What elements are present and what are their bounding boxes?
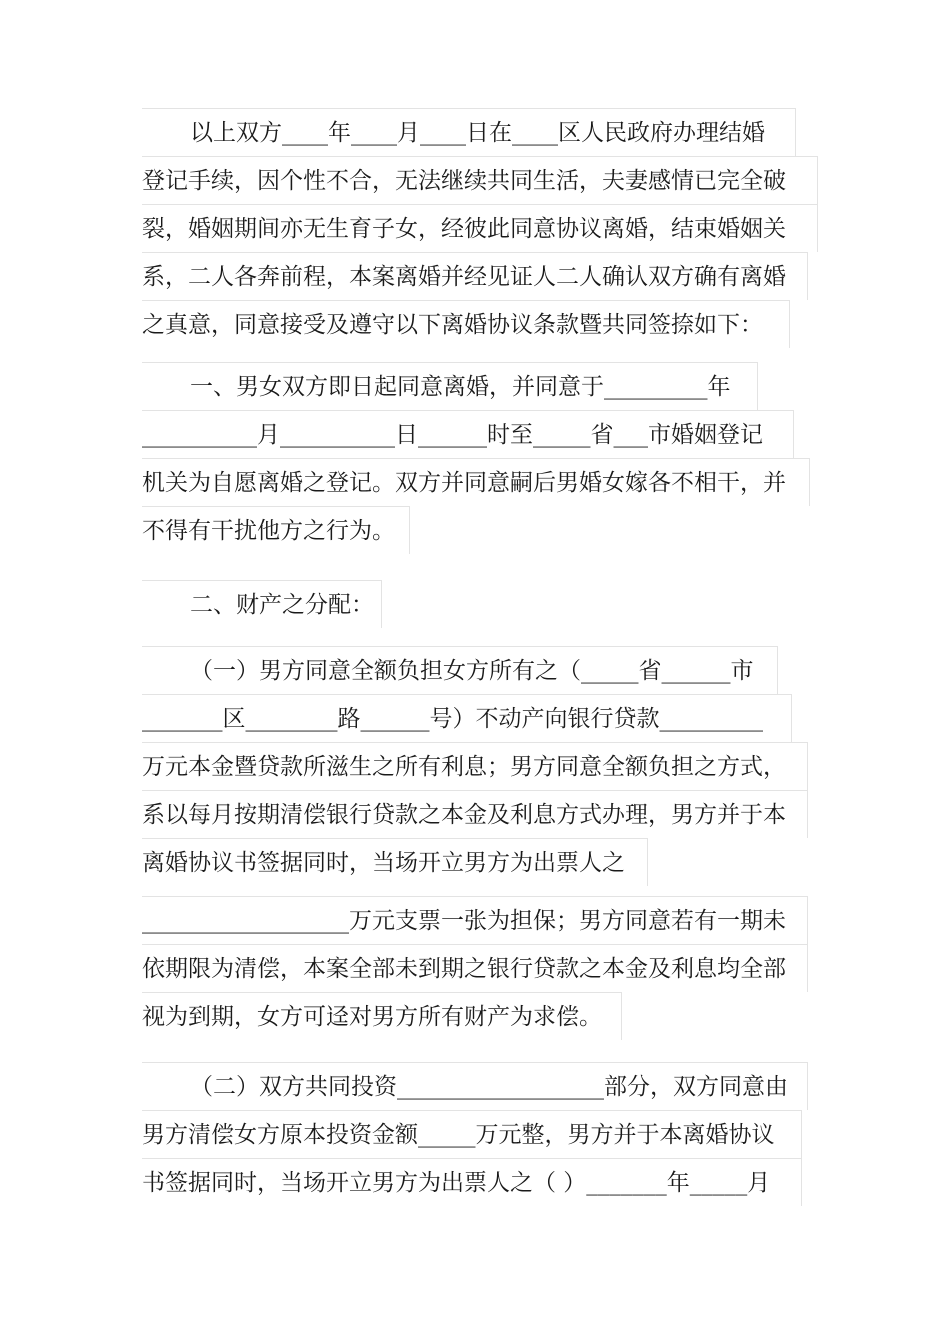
clause-2-1-line-7: 依期限为清偿，本案全部未到期之银行贷款之本金及利息均全部 [142,944,808,992]
paragraph-1-line-3: 裂，婚姻期间亦无生育子女，经彼此同意协议离婚，结束婚姻关 [142,204,818,252]
paragraph-1-line-4: 系，二人各奔前程，本案离婚并经见证人二人确认双方确有离婚 [142,252,808,300]
clause-2-1-line-6: __________________万元支票一张为担保；男方同意若有一期未 [142,896,808,944]
clause-1-line-2: __________月__________日______时至_____省___市婚姻登记 [142,410,794,458]
paragraph-1-line-5: 之真意，同意接受及遵守以下离婚协议条款暨共同签捺如下： [142,300,790,348]
clause-2-1-line-4: 系以每月按期清偿银行贷款之本金及利息方式办理，男方并于本 [142,790,808,838]
clause-2-1-line-1: （一）男方同意全额负担女方所有之（_____省______市 [142,646,778,694]
paragraph-1-line-1: 以上双方____年____月____日在____区人民政府办理结婚 [142,108,796,156]
clause-2-2-line-2: 男方清偿女方原本投资金额_____万元整，男方并于本离婚协议 [142,1110,802,1158]
paragraph-1-line-2: 登记手续，因个性不合，无法继续共同生活，夫妻感情已完全破 [142,156,818,204]
clause-2-2-line-1: （二）双方共同投资__________________部分，双方同意由 [142,1062,808,1110]
clause-2-1-line-5: 离婚协议书签据同时，当场开立男方为出票人之 [142,838,648,886]
clause-2-1-line-2: _______区________路______号）不动产向银行贷款_________ [142,694,792,742]
clause-1-line-4: 不得有干扰他方之行为。 [142,506,410,554]
clause-2-2-line-3: 书签据同时，当场开立男方为出票人之（ ）_______年_____月 [142,1158,802,1206]
clause-1-line-1: 一、男女双方即日起同意离婚，并同意于_________年 [142,362,758,410]
clause-2-1-line-3: 万元本金暨贷款所滋生之所有利息；男方同意全额负担之方式， [142,742,808,790]
clause-2-heading: 二、财产之分配： [142,580,382,628]
clause-1-line-3: 机关为自愿离婚之登记。双方并同意嗣后男婚女嫁各不相干，并 [142,458,810,506]
clause-2-1-line-8: 视为到期，女方可迳对男方所有财产为求偿。 [142,992,622,1040]
